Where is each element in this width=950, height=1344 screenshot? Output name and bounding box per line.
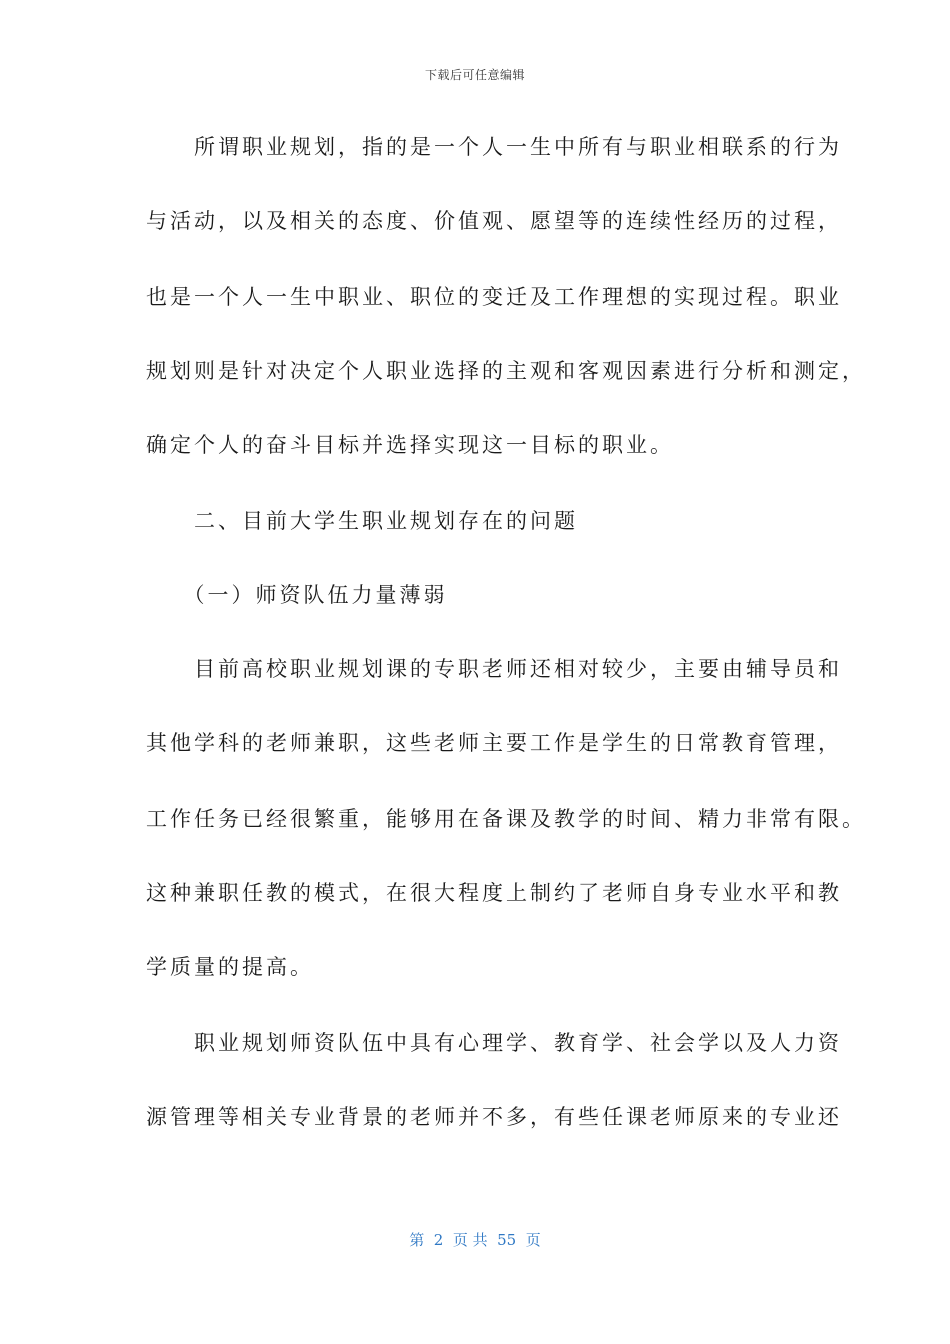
- paragraph-line: 与活动，以及相关的态度、价值观、愿望等的连续性经历的过程，: [146, 209, 842, 233]
- paragraph-line: 这种兼职任教的模式，在很大程度上制约了老师自身专业水平和教: [146, 881, 842, 905]
- page-number-footer: 第 2 页 共 55 页: [409, 1231, 541, 1249]
- paragraph-line: 规划则是针对决定个人职业选择的主观和客观因素进行分析和测定，: [146, 359, 866, 383]
- paragraph-line: 学质量的提高。: [146, 955, 314, 979]
- page-header-note: 下载后可任意编辑: [424, 68, 525, 82]
- paragraph-line: 职业规划师资队伍中具有心理学、教育学、社会学以及人力资: [146, 1031, 842, 1055]
- paragraph-line: 工作任务已经很繁重，能够用在备课及教学的时间、精力非常有限。: [146, 807, 866, 831]
- paragraph-line: 源管理等相关专业背景的老师并不多，有些任课老师原来的专业还: [146, 1105, 842, 1129]
- section-heading: 二、目前大学生职业规划存在的问题: [146, 509, 578, 533]
- paragraph-line: 也是一个人一生中职业、职位的变迁及工作理想的实现过程。职业: [146, 285, 842, 309]
- paragraph-line: 所谓职业规划，指的是一个人一生中所有与职业相联系的行为: [146, 135, 842, 159]
- paragraph-line: 其他学科的老师兼职，这些老师主要工作是学生的日常教育管理，: [146, 731, 842, 755]
- paragraph-line: 目前高校职业规划课的专职老师还相对较少，主要由辅导员和: [146, 657, 842, 681]
- paragraph-line: 确定个人的奋斗目标并选择实现这一目标的职业。: [146, 433, 674, 457]
- subsection-heading: （一）师资队伍力量薄弱: [146, 583, 448, 607]
